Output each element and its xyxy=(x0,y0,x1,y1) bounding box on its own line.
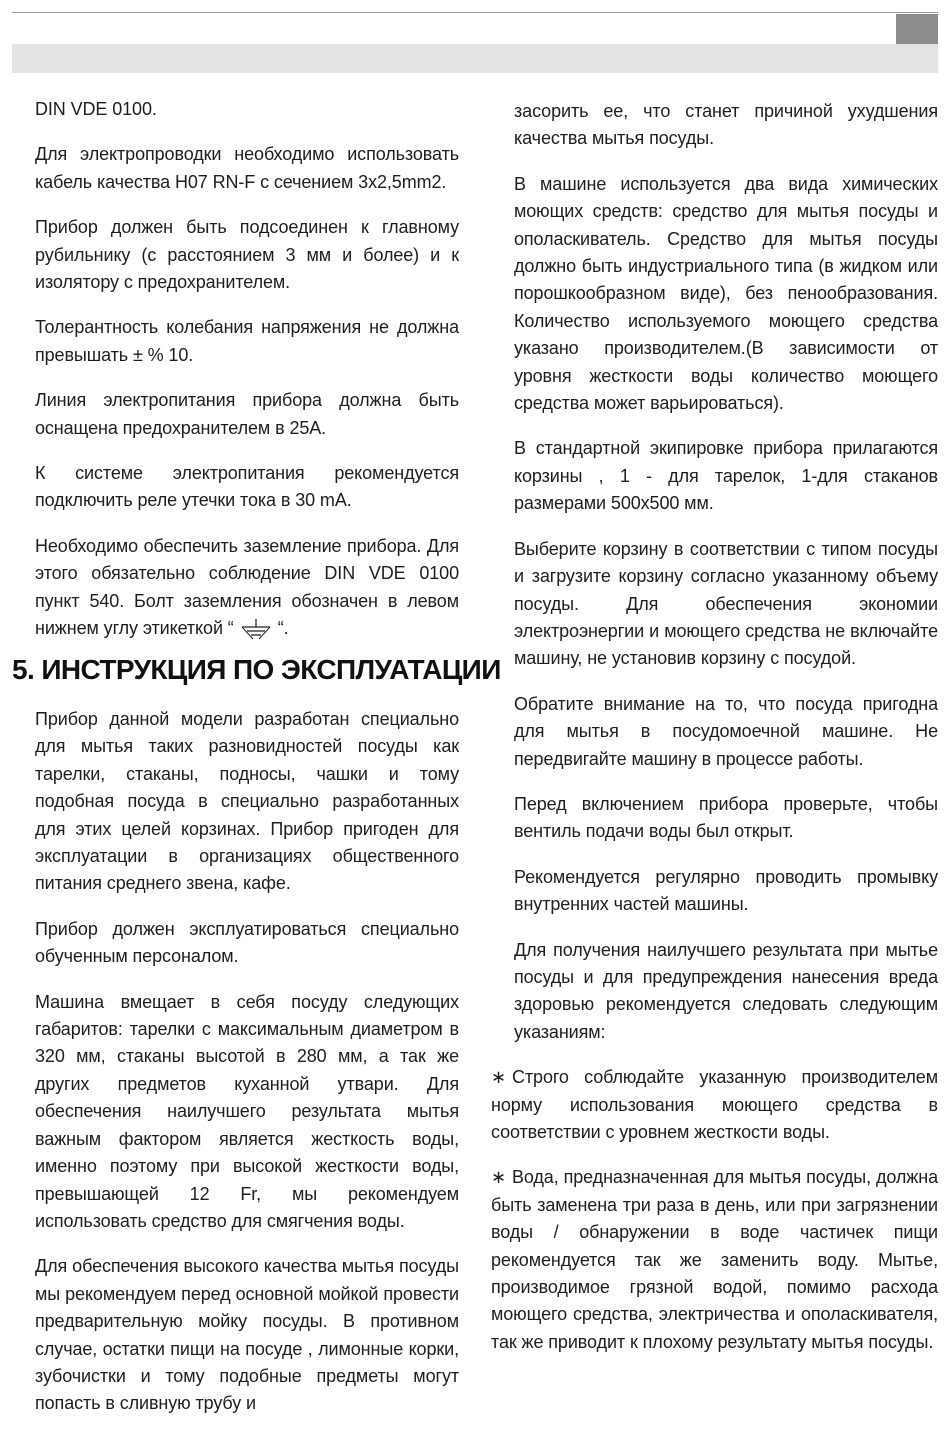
paragraph-dish-dimensions: Машина вмещает в себя посуду следующих габаритов: тарелки с максимальным диаметром в 320 мм, стаканы высотой в 280 мм, а так же других предметов куханной утвари. Для обеспечения наилучшего результата мытья важным фактором является жесткость воды, именно поэтому при высокой жесткости воды, превышающей 12 Fr, мы рекомендуем использовать средство для смягчения воды. xyxy=(35,991,459,1231)
ground-symbol-icon xyxy=(236,618,276,640)
section-heading: 5. ИНСТРУКЦИЯ ПО ЭКСПЛУАТАЦИИ xyxy=(12,654,501,685)
paragraph-main-switch: Прибор должен быть подсоединен к главному рубильнику (с расстоянием 3 мм и более) и к изолятору с предохранителем. xyxy=(35,217,459,293)
left-column xyxy=(35,96,459,643)
bullet-marker: ∗ xyxy=(491,1067,506,1088)
paragraph-din-vde: DIN VDE 0100. xyxy=(35,99,157,119)
paragraph-rinse-inside: Рекомендуется регулярно проводить промывку внутренних частей машины. xyxy=(514,866,938,915)
paragraph-detergents: В машине используется два вида химических моющих средств: средство для мытья посуды и ополаскиватель. Средство для мытья посуды должно быть индустриального типа (в жидком или порошкообразном виде), без пенообразования. Количество используемого моющего средства указано производителем.(В зависимости от уровня жесткости воды количество моющего средства может варьироваться). xyxy=(514,173,938,414)
paragraph-cable: Для электропроводки необходимо использовать кабель качества H07 RN-F с сечением 3x2,5mm2. xyxy=(35,144,459,192)
paragraph-best-results: Для получения наилучшего результата при мытье посуды и для предупреждения нанесения вреда здоровью рекомендуется следовать следующим указаниям: xyxy=(514,939,938,1042)
paragraph-leakage-relay: К системе электропитания рекомендуется подключить реле утечки тока в 30 mA. xyxy=(35,463,459,511)
paragraph-choose-basket: Выберите корзину в соответствии с типом посуды и загрузите корзину согласно указанному объему посуды. Для обеспечения экономии электроэнергии и моющего средства не включайте машину, не установив корзину с посудой. xyxy=(514,538,938,669)
paragraph-prewash: Для обеспечения высокого качества мытья посуды мы рекомендуем перед основной мойкой провести предварительную мойку посуды. В противном случае, остатки пищи на посуде , лимонные корки, зубочистки и тому подобные предметы могут попасть в сливную трубу и xyxy=(35,1256,459,1414)
paragraph-device-purpose: Прибор данной модели разработан специально для мытья таких разновидностей посуды как тарелки, стаканы, подносы, чашки и тому подобная посуда в специально разработанных для этих целей корзинах. Прибор пригоден для эксплуатации в организациях общественного питания среднего звена, кафе. xyxy=(35,709,459,894)
right-column xyxy=(491,98,938,1374)
header-band xyxy=(12,44,938,73)
paragraph-fuse: Линия электропитания прибора должна быть оснащена предохранителем в 25A. xyxy=(35,390,459,438)
paragraph-trained-personnel: Прибор должен эксплуатироваться специально обученным персоналом. xyxy=(35,918,459,967)
left-column-lower xyxy=(35,706,459,1436)
bullet-text: Вода, предназначенная для мытья посуды, должна быть заменена три раза в день, или при загрязнении воды / обнаружении в воде частичек пищи рекомендуется так же заменить воду. Мытье, производимое грязной водой, помимо расхода моющего средства, электричества и ополаскивателя, так же приводит к плохому результату мытья посуды. xyxy=(491,1167,938,1352)
grounding-text: Необходимо обеспечить заземление прибора. Для этого обязательно соблюдение DIN VDE 0100 пункт 540. Болт заземления обозначен в левом нижнем углу этикеткой “ xyxy=(35,535,459,639)
page-corner-tab xyxy=(896,14,938,44)
bullet-detergent-norm xyxy=(491,1064,938,1146)
paragraph-voltage-tolerance: Толерантность колебания напряжения не должна превышать ± % 10. xyxy=(35,317,459,365)
paragraph-clogging: засорить ее, что станет причиной ухудшения качества мытья посуды. xyxy=(514,101,938,149)
bullet-water-change xyxy=(491,1164,938,1356)
bullet-marker: ∗ xyxy=(491,1167,506,1188)
paragraph-baskets: В стандартной экипировке прибора прилагаются корзины , 1 - для тарелок, 1-для стаканов размерами 500x500 мм. xyxy=(514,438,938,514)
header-top-rule xyxy=(12,12,938,13)
paragraph-dish-suitability: Обратите внимание на то, что посуда пригодна для мытья в посудомоечной машине. Не передвигайте машину в процессе работы. xyxy=(514,693,938,769)
paragraph-grounding xyxy=(35,533,459,643)
bullet-text: Строго соблюдайте указанную производителем норму использования моющего средства в соответствии с уровнем жесткости воды. xyxy=(491,1067,938,1142)
paragraph-water-valve: Перед включением прибора проверьте, чтобы вентиль подачи воды был открыт. xyxy=(514,793,938,842)
grounding-text-end: “. xyxy=(277,618,289,639)
